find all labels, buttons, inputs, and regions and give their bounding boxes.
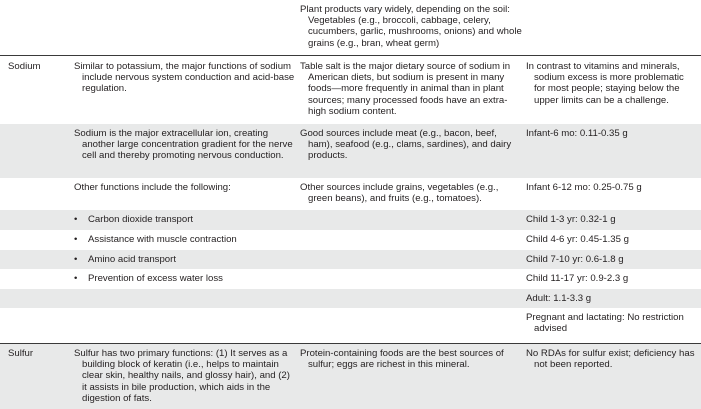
function-cell (74, 214, 296, 225)
bullet-text: Carbon dioxide transport (88, 214, 194, 225)
comments-cell: Child 4-6 yr: 0.45-1.35 g (526, 234, 629, 245)
table-row (0, 0, 701, 55)
table-row (0, 344, 701, 409)
mineral-cell: Sulfur (8, 348, 34, 359)
sources-cell: Other sources include grains, vegetables (e.g., green beans), and fruits (e.g., tomatoes). (300, 182, 499, 205)
comments-cell: No RDAs for sulfur exist; deficiency has not been reported. (526, 348, 695, 371)
function-cell (74, 273, 296, 284)
bullet-marker: • (74, 273, 78, 284)
table-row (0, 210, 701, 230)
table-row (0, 269, 701, 289)
bullet-text: Prevention of excess water loss (88, 273, 223, 284)
comments-cell: In contrast to vitamins and minerals, sodium excess is more problematic for most people; staying below the upper limits can be a challenge. (526, 61, 684, 106)
comments-cell: Infant 6-12 mo: 0.25-0.75 g (526, 182, 642, 193)
bullet-text: Assistance with muscle contraction (88, 234, 237, 245)
comments-cell: Pregnant and lactating: No restriction advised (526, 312, 684, 335)
mineral-cell: Sodium (8, 61, 41, 72)
comments-cell: Adult: 1.1-3.3 g (526, 293, 592, 304)
sources-cell: Plant products vary widely, depending on the soil: Vegetables (e.g., broccoli, cabbage, celery, cucumbers, garlic, mushrooms, onions) and whole grains (e.g., bran, wheat germ) (300, 4, 522, 49)
bullet-marker: • (74, 214, 78, 225)
table-row (0, 250, 701, 269)
function-cell: Sodium is the major extracellular ion, creating another large concentration gradient for the nerve cell and thereby promoting nervous conduction. (74, 128, 293, 162)
comments-cell: Child 11-17 yr: 0.9-2.3 g (526, 273, 629, 284)
bullet-marker: • (74, 254, 78, 265)
table-row (0, 178, 701, 210)
function-cell: Other functions include the following: (74, 182, 231, 193)
function-cell (74, 234, 296, 245)
sources-cell: Good sources include meat (e.g., bacon, beef, ham), seafood (e.g., clams, sardines), and dairy products. (300, 128, 512, 162)
sources-cell: Table salt is the major dietary source of sodium in American diets, but sodium is present in many foods—more frequently in animal than in plant sources; many processed foods have an extra-high sodium content. (300, 61, 511, 117)
table-row (0, 308, 701, 343)
bullet-text: Amino acid transport (88, 254, 176, 265)
comments-cell: Child 1-3 yr: 0.32-1 g (526, 214, 616, 225)
table-row (0, 230, 701, 250)
function-cell (74, 254, 296, 265)
comments-cell: Child 7-10 yr: 0.6-1.8 g (526, 254, 624, 265)
comments-cell: Infant-6 mo: 0.11-0.35 g (526, 128, 628, 139)
bullet-marker: • (74, 234, 78, 245)
table-row (0, 124, 701, 178)
function-cell: Similar to potassium, the major functions of sodium include nervous system conduction and acid-base regulation. (74, 61, 295, 95)
table-row (0, 289, 701, 308)
sources-cell: Protein-containing foods are the best sources of sulfur; eggs are richest in this mineral. (300, 348, 504, 371)
function-cell: Sulfur has two primary functions: (1) It serves as a building block of keratin (i.e., helps to maintain clear skin, healthy nails, and glossy hair), and (2) it assists in bile production, which aids in the digestion of fats. (74, 348, 290, 404)
table-row (0, 56, 701, 124)
